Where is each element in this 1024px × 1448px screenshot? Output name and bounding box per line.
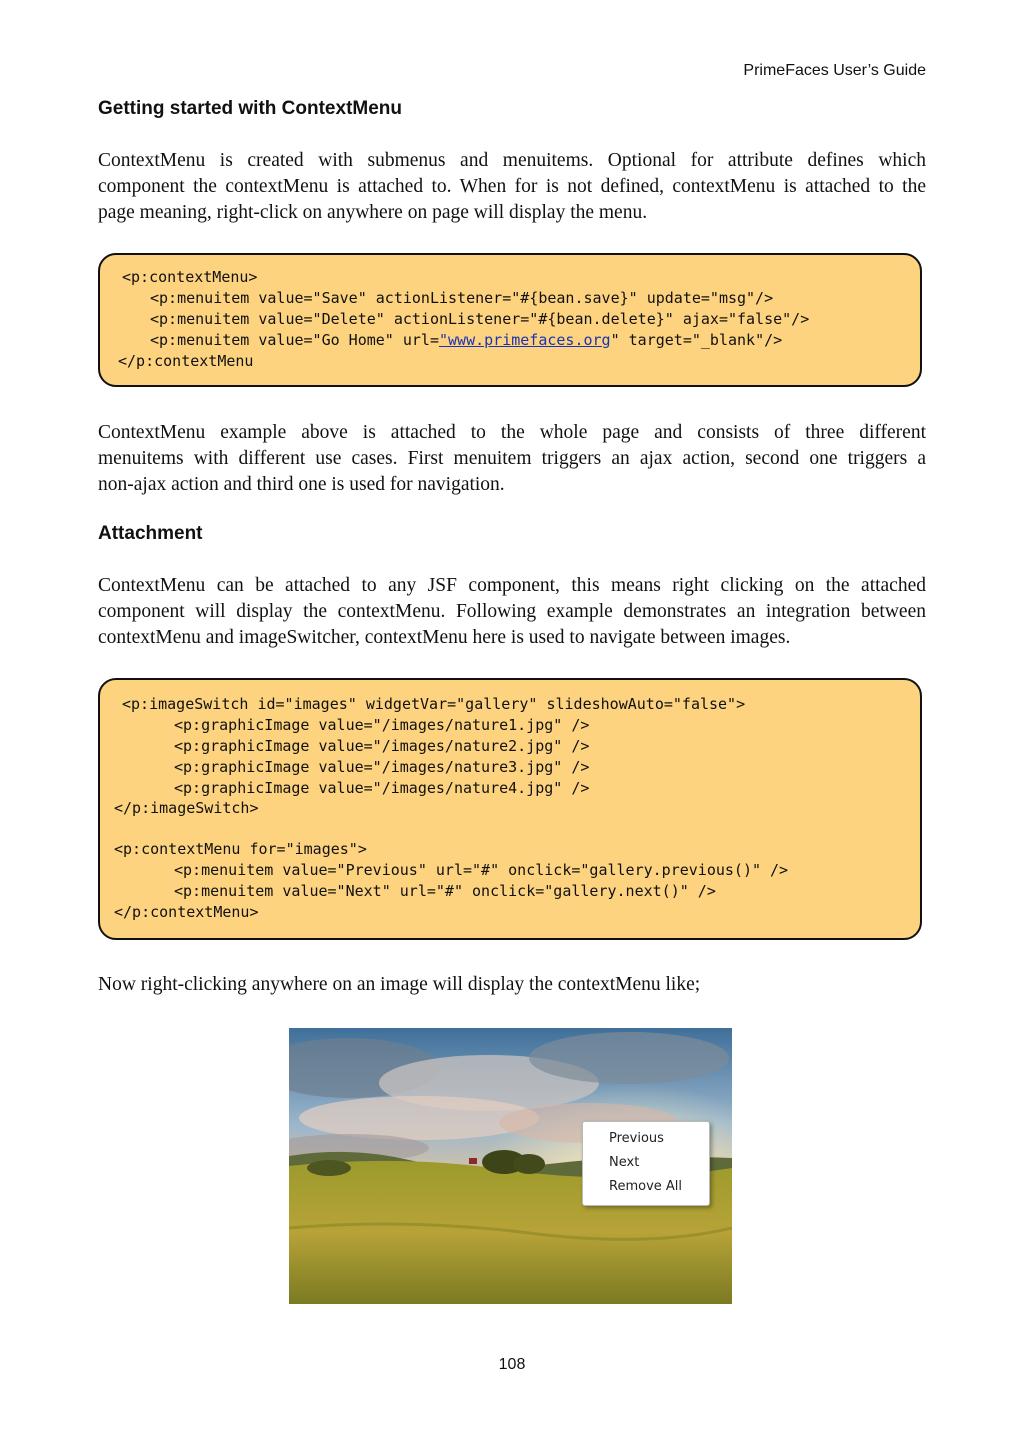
code-line (150, 330, 782, 350)
code-line: <p:graphicImage value="/images/nature2.jpg" /> (174, 737, 590, 755)
explanation-paragraph (98, 420, 926, 498)
code-line: <p:graphicImage value="/images/nature1.jpg" /> (174, 716, 590, 734)
code-block-contextmenu (98, 253, 922, 387)
text-line: contextMenu and imageSwitcher, contextMenu here is used to navigate between images. (98, 627, 791, 648)
closing-paragraph (98, 972, 926, 998)
menu-item-previous[interactable]: Previous (609, 1131, 664, 1146)
text-line: Now right-clicking anywhere on an image will display the contextMenu like; (98, 974, 701, 995)
page-number: 108 (498, 1356, 526, 1373)
context-menu (582, 1121, 710, 1206)
text-line: component will display the contextMenu. Following example demonstrates an integration between (98, 601, 926, 622)
section-title-attachment: Attachment (98, 523, 203, 544)
primefaces-link[interactable]: "www.primefaces.org (438, 331, 611, 349)
code-fragment: " target="_blank"/> (610, 331, 783, 349)
section-title-getting-started: Getting started with ContextMenu (98, 98, 402, 119)
code-line: <p:graphicImage value="/images/nature4.jpg" /> (174, 779, 590, 797)
text-line: component the contextMenu is attached to. When for is not defined, contextMenu is attached to the (98, 176, 926, 197)
code-line: <p:menuitem value="Next" url="#" onclick="gallery.next()" /> (174, 882, 716, 900)
menu-item-next[interactable]: Next (609, 1155, 640, 1170)
code-line: <p:menuitem value="Delete" actionListener="#{bean.delete}" ajax="false"/> (150, 310, 810, 328)
code-line: </p:imageSwitch> (114, 799, 259, 817)
code-line: <p:menuitem value="Save" actionListener="#{bean.save}" update="msg"/> (150, 289, 774, 307)
code-line: <p:menuitem value="Previous" url="#" onclick="gallery.previous()" /> (174, 861, 789, 879)
code-line: <p:contextMenu for="images"> (114, 840, 367, 858)
text-line: non-ajax action and third one is used for navigation. (98, 474, 505, 495)
text-line: page meaning, right-click on anywhere on page will display the menu. (98, 202, 648, 223)
text-line: menuitems with different use cases. First menuitem triggers an ajax action, second one triggers a (98, 448, 926, 469)
code-line: <p:contextMenu> (122, 268, 258, 286)
running-header: PrimeFaces User’s Guide (743, 62, 926, 79)
text-line: ContextMenu example above is attached to the whole page and consists of three different (98, 422, 926, 443)
code-line: <p:graphicImage value="/images/nature3.jpg" /> (174, 758, 590, 776)
code-line: </p:contextMenu> (114, 903, 259, 921)
menu-item-remove-all[interactable]: Remove All (609, 1179, 683, 1194)
intro-paragraph (98, 148, 926, 226)
code-block-imageswitch (98, 678, 922, 940)
code-line: </p:contextMenu (118, 352, 254, 370)
attachment-paragraph (98, 573, 926, 651)
text-line: ContextMenu can be attached to any JSF component, this means right clicking on the attached (98, 575, 926, 596)
code-fragment: <p:menuitem value="Go Home" url= (150, 331, 439, 349)
code-line: <p:imageSwitch id="images" widgetVar="gallery" slideshowAuto="false"> (122, 695, 746, 713)
text-line: ContextMenu is created with submenus and menuitems. Optional for attribute defines which (98, 150, 926, 171)
